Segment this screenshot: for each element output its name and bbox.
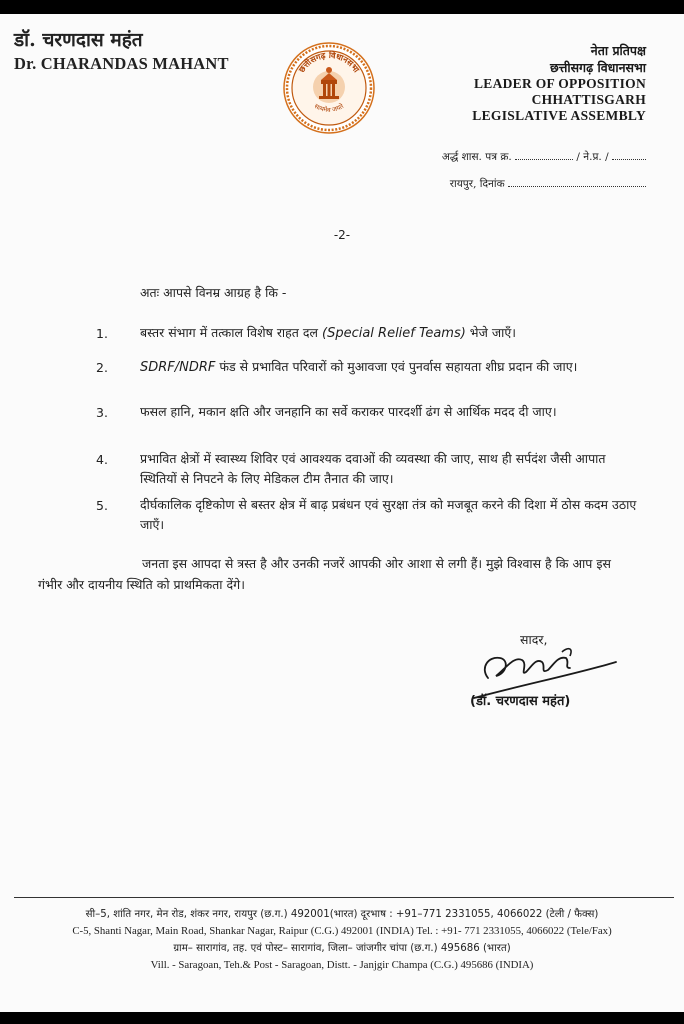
designation-english-2: CHHATTISGARH: [531, 92, 646, 107]
svg-text:सत्यमेव जयते: सत्यमेव जयते: [312, 102, 346, 115]
salutation-sadar: सादर,: [520, 632, 548, 647]
place-date-label: रायपुर, दिनांक: [449, 178, 505, 190]
designation-hindi-1: नेता प्रतिपक्ष: [590, 43, 646, 58]
place-date-line: [450, 176, 646, 191]
request-number: 2.: [96, 360, 108, 375]
bottom-frame-bar: [0, 1012, 684, 1024]
request-intro: अतः आपसे विनम्र आग्रह है कि -: [140, 285, 287, 300]
sender-name-hindi: डॉ. चरणदास महंत: [14, 29, 143, 51]
request-number: 1.: [96, 326, 108, 341]
request-text: दीर्घकालिक दृष्टिकोण से बस्तर क्षेत्र में बाढ़ प्रबंधन एवं सुरक्षा तंत्र को मजबूत करने की दिशा में ठोस कदम उठाए जाएँ।: [140, 497, 637, 532]
closing-paragraph: जनता इस आपदा से त्रस्त है और उनकी नजरें आपकी ओर आशा से लगी हैं। मुझे विश्वास है कि आप इस गंभीर और दायनीय स्थिति को प्राथमिकता देंगे।: [38, 556, 611, 592]
letter-number-mid: / ने.प्र. /: [576, 151, 609, 163]
letter-number-line: [442, 149, 646, 164]
request-text: SDRF/NDRF फंड से प्रभावित परिवारों को मुआवजा एवं पुनर्वास सहायता शीघ्र प्रदान की जाए।: [140, 359, 578, 375]
svg-text:छत्तीसगढ़ विधानसभा: छत्तीसगढ़ विधानसभा: [296, 49, 362, 75]
footer-address-english-2: Vill. - Saragoan, Teh.& Post - Saragoan, Distt. - Janjgir Champa (C.G.) 495686 (INDIA): [150, 959, 534, 971]
signatory-name: (डॉ. चरणदास महंत): [470, 694, 571, 709]
request-number: 3.: [96, 405, 108, 420]
footer-address-english-1: C-5, Shanti Nagar, Main Road, Shankar Nagar, Raipur (C.G.) 492001 (INDIA) Tel. : +91- 771 2331055, 4066022 (Tele/Fax): [72, 925, 612, 937]
footer-address-hindi-2: ग्राम– सारागांव, तह. एवं पोस्ट– सारागांव, जिला– जांजगीर चांपा (छ.ग.) 495686 (भारत): [173, 943, 511, 954]
designation-block: [472, 42, 646, 124]
letter-number-blank-2: [612, 149, 646, 160]
request-text: फसल हानि, मकान क्षति और जनहानि का सर्वे कराकर पारदर्शी ढंग से आर्थिक मदद दी जाए।: [140, 404, 557, 419]
date-blank: [508, 176, 646, 187]
top-frame-bar: [0, 0, 684, 14]
letter-number-label: अर्द्ध शास. पत्र क्र.: [441, 151, 512, 163]
designation-english-3: LEGISLATIVE ASSEMBLY: [472, 108, 646, 123]
request-text: बस्तर संभाग में तत्काल विशेष राहत दल (Special Relief Teams) भेजे जाएँ।: [140, 325, 516, 341]
sender-name-english: Dr. CHARANDAS MAHANT: [14, 54, 229, 73]
request-number: 5.: [96, 498, 108, 513]
footer-address-hindi-1: सी–5, शांति नगर, मेन रोड, शंकर नगर, रायपुर (छ.ग.) 492001(भारत) दूरभाष : +91–771 2331055, 4066022 (टेली / फैक्स): [85, 909, 599, 920]
request-number: 4.: [96, 452, 108, 467]
sender-name-block: [14, 26, 229, 74]
letter-number-blank: [515, 149, 573, 160]
request-text: प्रभावित क्षेत्रों में स्वास्थ्य शिविर एवं आवश्यक दवाओं की व्यवस्था की जाए, साथ ही सर्पदंश जैसी आपात स्थितियों से निपटने के लिए मेडिकल टीम तैनात की जाए।: [140, 451, 606, 486]
page-number: -2-: [333, 228, 351, 242]
designation-english-1: LEADER OF OPPOSITION: [473, 76, 646, 91]
footer-divider: [14, 897, 674, 898]
designation-hindi-2: छत्तीसगढ़ विधानसभा: [549, 60, 646, 75]
assembly-emblem-seal: [281, 40, 377, 136]
